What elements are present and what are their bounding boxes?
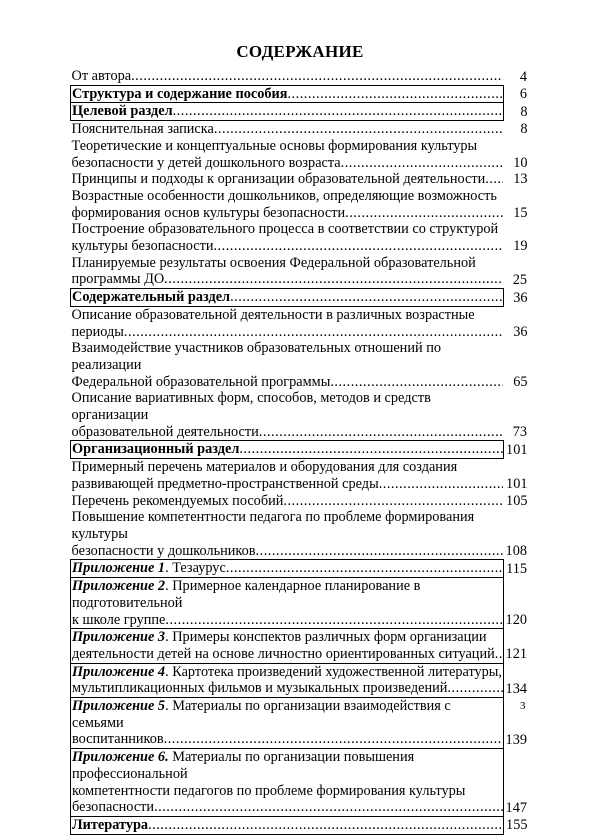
toc-entry [71,289,528,307]
toc-entry-title [71,121,504,138]
toc-entry-title [71,816,504,834]
dot-leader [341,155,503,172]
toc-entry-title [71,663,504,697]
toc-entry-text: развивающей предметно-пространственной среды [71,475,379,492]
toc-entry-title [71,560,504,578]
toc-page-number: 13 [513,171,528,188]
toc-entry-text: Повышение компетентности педагога по проблеме формирования культуры [71,509,475,542]
toc-entry-text: Организационный раздел [72,441,240,458]
appendix-label: Приложение 2 [72,578,166,595]
toc-entry-title [71,578,504,629]
toc-entry-text: Содержательный раздел [72,289,231,306]
dot-leader [164,271,503,288]
toc-entry-text: . Тезаурус [165,560,226,577]
toc-entry-title [71,441,504,459]
page-number: 3 [520,700,526,712]
toc-page-number: 155 [506,817,528,834]
toc-entry-title [71,138,504,171]
toc-entry-title [71,390,504,441]
toc-entry-text: к школе группе [72,611,166,628]
toc-page-number: 19 [513,238,528,255]
toc-entry [71,560,528,578]
toc-entry-text: Пояснительная записка [71,121,214,138]
dot-leader [379,476,503,493]
dot-leader [495,646,503,663]
toc-entry-text: Принципы и подходы к организации образовательной деятельности [71,171,486,188]
dot-leader [485,171,503,188]
toc-entry-title [71,103,504,121]
toc-entry [71,629,528,663]
toc-page-number: 120 [505,612,527,628]
dot-leader [165,612,502,629]
dot-leader [345,205,503,222]
toc-page-number: 36 [513,289,528,306]
toc-entry [71,578,528,629]
toc-entry-text: компетентности педагогов по проблеме формирования культуры [72,782,466,799]
toc-entry-title [71,629,504,663]
toc-entry-text: . Примерное календарное планирование в подготовительной [72,578,421,611]
toc-page-number: 105 [506,492,528,509]
toc-page-number: 8 [520,121,528,138]
toc-entry [71,663,528,697]
toc-page-number: 6 [519,86,527,103]
toc-entry-text: безопасности [72,799,155,816]
toc-page-number: 101 [506,441,528,458]
toc-entry-text: От автора [71,68,132,84]
toc-entry-title [71,289,504,307]
toc-page-number: 121 [505,646,527,663]
dot-leader [447,680,502,697]
toc-entry-text: Построение образовательного процесса в соответствии со структурой [71,221,499,238]
appendix-label: Приложение 5 [72,698,166,715]
toc-entry [71,255,528,289]
toc-entry-text: деятельности детей на основе личностно ориентированных ситуаций [72,645,495,662]
toc-page-number: 65 [513,373,528,390]
dot-leader [164,731,503,748]
dot-leader [124,324,503,341]
toc-entry [71,698,528,749]
dot-leader [154,799,502,816]
toc-entry-text: воспитанников [72,731,164,748]
toc-entry [71,749,528,817]
toc-page-number: 4 [519,68,527,85]
appendix-label: Приложение 1 [72,560,166,577]
toc-entry [71,171,528,188]
toc-entry-title [71,749,504,817]
toc-entry-text: Описание образовательной деятельности в различных возрастные [71,306,475,323]
toc-page-number: 108 [505,543,527,560]
toc-entry-title [71,493,504,510]
dot-leader [213,238,503,255]
toc-entry [71,188,528,221]
toc-entry [71,509,528,560]
toc-entry-text: периоды [71,323,124,340]
toc-entry-text: программы ДО [71,271,165,288]
dot-leader [230,289,502,306]
dot-leader [259,424,503,441]
toc-page-number: 147 [505,799,527,816]
appendix-label: Приложение 6. [72,749,169,766]
toc-entry-text: Литература [72,816,149,833]
toc-entry [71,493,528,510]
toc-page-number: 73 [512,424,527,441]
toc-page-number: 25 [512,271,527,288]
toc-entry [71,138,528,171]
toc-entry-text: Планируемые результаты освоения Федеральной образовательной [71,254,476,271]
toc-entry [71,459,528,493]
appendix-label: Приложение 3 [72,629,166,646]
toc-entry-title [71,698,504,749]
appendix-label: Приложение 4 [72,663,166,680]
toc-entry-text: . Примеры конспектов различных форм организации [165,629,487,646]
toc-entry-title [71,509,504,560]
toc-entry [71,441,528,459]
toc-entry-text: . Материалы по организации взаимодействия с семьями [72,698,451,731]
toc-entry-text: образовательной деятельности [71,423,259,440]
dot-leader [239,441,502,458]
toc-entry-text: Описание вариативных форм, способов, методов и средств организации [71,390,431,424]
toc-entry [71,816,528,834]
toc-entry [71,85,528,103]
toc-page-number: 36 [513,323,528,340]
toc-page-number: 139 [505,731,527,748]
toc-entry-title [71,171,504,188]
toc-entry-text: мультипликационных фильмов и музыкальных произведений [72,680,448,697]
toc-page-number: 101 [506,475,528,492]
toc-entry [71,306,528,340]
toc-entry [71,221,528,254]
toc-entry-text: безопасности у детей дошкольного возраста [71,154,341,171]
toc-entry-text: формирования основ культуры безопасности [71,204,346,221]
toc-entry-text: Материалы по организации повышения профессиональной [72,749,415,782]
toc-entry-title [71,68,504,85]
toc-entry-title [71,85,504,103]
dot-leader [283,493,503,510]
dot-leader [226,560,503,577]
dot-leader [287,86,502,103]
dot-leader [131,68,503,85]
dot-leader [173,103,503,120]
toc-entry-text: Взаимодействие участников образовательных отношений по реализации [71,340,442,373]
toc-entry [71,390,528,441]
toc-entry-title [71,340,504,390]
toc-page-number: 8 [520,103,528,120]
toc-entry-text: Возрастные особенности дошкольников, определяющие возможность [71,187,497,204]
toc-entry-text: Целевой раздел [72,103,173,120]
toc-entry-title [71,255,504,289]
toc-page-number: 134 [505,680,527,697]
toc-entry [71,340,528,390]
toc-entry [71,121,528,138]
toc-entry-text: . Картотека произведений художественной литературы, [165,663,502,680]
toc-entry-title [71,221,504,254]
toc-entry-text: культуры безопасности [71,238,214,255]
toc-entry-text: Структура и содержание пособия [72,85,288,102]
toc-entry-title [71,188,504,221]
dot-leader [148,817,502,834]
toc-entry-text: безопасности у дошкольников [71,542,256,559]
toc-entry-text: Перечень рекомендуемых пособий [71,492,284,509]
dot-leader [214,121,503,138]
toc-entry-text: Теоретические и концептуальные основы формирования культуры [71,137,478,154]
dot-leader [256,543,503,560]
page-title: СОДЕРЖАНИЕ [236,42,364,61]
toc-page-number: 15 [513,204,528,221]
toc-entry-text: Примерный перечень материалов и оборудования для создания [71,459,458,476]
table-of-contents [70,68,528,835]
toc-entry [71,68,528,85]
toc-entry [71,103,528,121]
dot-leader [330,374,503,391]
toc-entry-title [71,306,504,340]
toc-page-number: 115 [506,560,527,577]
toc-page-number: 10 [513,154,528,171]
toc-entry-title [71,459,504,493]
toc-entry-text: Федеральной образовательной программы [71,373,331,390]
